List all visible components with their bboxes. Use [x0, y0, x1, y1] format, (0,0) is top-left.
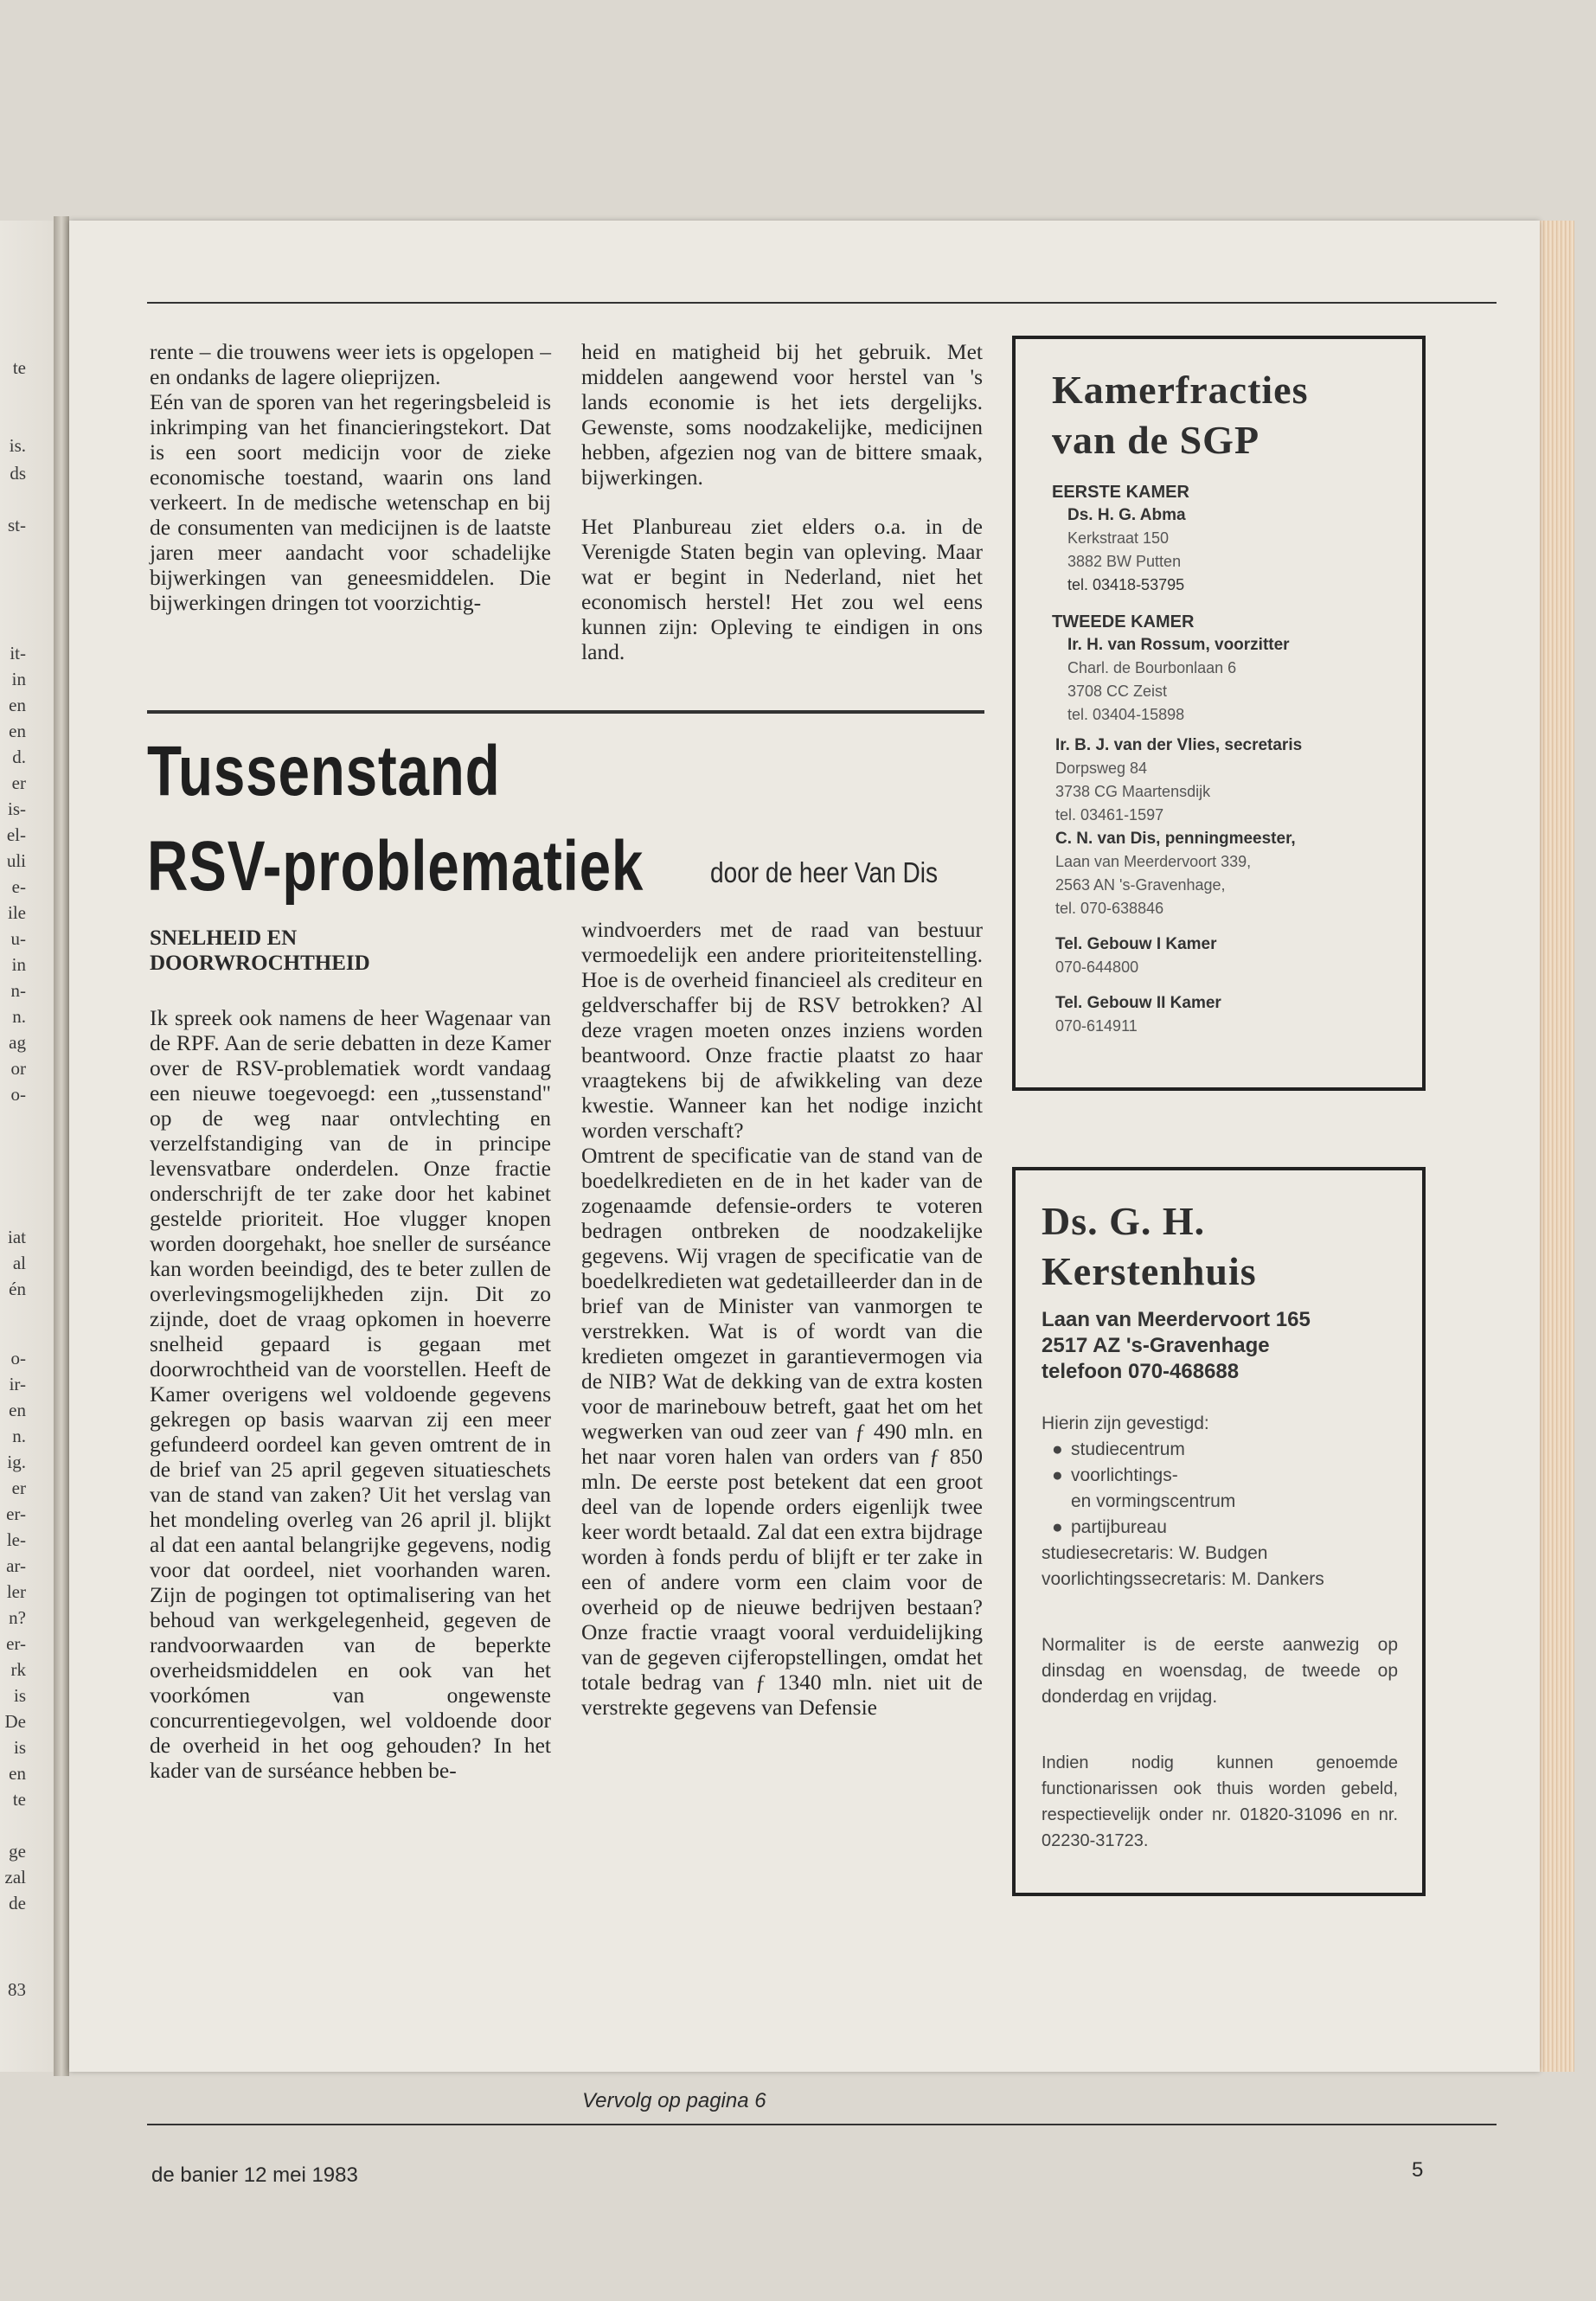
spine-text-fragment: n.: [12, 1426, 26, 1446]
building-phone: 070-614911: [1055, 1017, 1138, 1035]
spine-text-fragment: ar-: [6, 1555, 26, 1576]
subhead-line: SNELHEID EN: [150, 926, 298, 950]
spine-text-fragment: o-: [10, 1084, 26, 1105]
spine-text-fragment: rk: [10, 1659, 26, 1680]
spine-text-fragment: is: [13, 1685, 26, 1706]
list-item: [1042, 1437, 1398, 1463]
building-phone-label: Tel. Gebouw I Kamer: [1055, 935, 1217, 953]
spine-text-fragment: te: [12, 357, 26, 378]
home-phone-note: Indien nodig kunnen genoemde functionarissen ook thuis worden gebeld, respectievelijk onder nr. 01820-31096 en nr. 02230-31723.: [1042, 1753, 1398, 1850]
spine-text-fragment: in: [11, 954, 26, 975]
bullet-icon: ●: [1052, 1517, 1063, 1537]
list-item-label: partijbureau: [1071, 1517, 1167, 1537]
spine-text-fragment: uli: [6, 850, 26, 871]
magazine-page: [69, 221, 1540, 2187]
spine-text-fragment: is-: [8, 798, 26, 819]
article-paragraph: windvoerders met de raad van bestuur vermoedelijk een andere prioriteitenstelling. Hoe is de overheid financieel als crediteur en geldverschaffer bij de RSV betrokken? Al deze vragen moeten onzes inziens worden beantwoord. Onze fractie plaatst zo haar vraagtekens bij de afwikkeling van deze kwestie. Wanneer kan het nodige inzicht worden verschaft?: [581, 917, 983, 1143]
box-title-line: Ds. G. H.: [1042, 1199, 1206, 1243]
member-name: Ir. H. van Rossum, voorzitter: [1067, 636, 1290, 654]
box-title: [1052, 365, 1422, 465]
spine-text-fragment: e-: [11, 876, 26, 897]
box-title: [1042, 1196, 1398, 1297]
subhead-line: DOORWROCHTHEID: [150, 952, 370, 975]
member-address: 3708 CC Zeist: [1067, 683, 1168, 700]
spine-text-fragment: De: [4, 1711, 26, 1732]
member-address: Dorpsweg 84: [1055, 760, 1148, 777]
spine-text-fragment: zal: [4, 1867, 26, 1888]
list-item-label: en vormingscentrum: [1071, 1491, 1236, 1511]
member-phone: tel. 03418-53795: [1067, 576, 1185, 593]
spine-text-fragment: en: [9, 695, 26, 715]
intro-paragraph: rente – die trouwens weer iets is opgelopen – en ondanks de lagere olieprijzen.: [150, 339, 551, 389]
headline-line-2: RSV-problematiek: [147, 827, 644, 906]
headline-line-1: Tussenstand: [147, 732, 501, 811]
article-paragraph: Ik spreek ook namens de heer Wagenaar van de RPF. Aan de serie debatten in deze Kamer over de RSV-problematiek wordt vandaag een nieuwe toegevoegd: een „tussenstand" op de weg naar ontvlechting en verzelfstandiging van de in principe levensvatbare onderdelen. Onze fractie onderschrijft de ter zake door het kabinet gestelde prioriteit. Hoe vlugger knopen worden doorgehakt, hoe sneller de surséance kan worden beeindigd, des te beter zullen de overlevingsmogelijkheden zijn. Dit zo zijnde, doet de vraag opkomen in hoeverre snelheid gepaard is gegaan met doorwrochtheid van de voorstellen. Heeft de Kamer overigens wel voldoende gegevens gekregen op basis waarvan zij een meer gefundeerd oordeel kan geven omtrent de in de brief van 25 april gegeven situatieschets van de stand van zaken? Uit het verslag van het mondeling overleg van 26 april jl. blijkt al dat een aantal belangrijke gegevens, nodig voor dat oordeel, niet voorhanden waren. Zijn de pogingen tot optimalisering van het behoud van werkgelegenheid, gegeven de randvoorwaarden van de beperkte overheidsmiddelen en ook van het voorkómen van ongewenste concurrentiegevolgen, wel voldoende door de overheid in het oog gehouden? In het kader van de surséance hebben be-: [150, 1005, 551, 1783]
bullet-icon: ●: [1052, 1465, 1063, 1485]
article-paragraph: Omtrent de specificatie van de stand van de boedelkredieten en de in het kader van de zogenaamde defensie-orders te voteren bedragen ontbreken de noodzakelijke gegevens. Wij vragen de specificatie van de boedelkredieten wat gedetailleerder dan in de brief van de Minister van vanmorgen te verstrekken. Wat is of wordt van die kredieten omgezet in garantievermogen via de NIB? Wat de dekking van de extra kosten voor de marinebouw betreft, gaat het om het wegwerken van oud zeer van ƒ 490 mln. en het naar voren halen van orders van ƒ 850 mln. De eerste post betekent dat een groot deel van de lopende orders eigenlijk twee keer wordt betaald. Zal dat een extra bijdrage worden à fonds perdu of blijft er ter zake in een of andere vorm een claim voor de overheid op de nieuwe bedrijven bestaan? Onze fractie vraagt vooral verduidelijking van de gegeven cijferopstellingen, omdat het totale bedrag van ƒ 1340 mln. niet uit de verstrekte gegevens van Defensie: [581, 1143, 983, 1720]
top-rule: [147, 302, 1497, 304]
member-address: Laan van Meerdervoort 339,: [1055, 853, 1252, 870]
spine-text-fragment: n-: [10, 980, 26, 1001]
kerstenhuis-box: [1012, 1167, 1426, 1896]
member-address: Kerkstraat 150: [1067, 529, 1170, 547]
address-line: Laan van Meerdervoort 165: [1042, 1308, 1311, 1331]
intro-paragraph: Eén van de sporen van het regeringsbeleid is inkrimping van het financieringstekort. Dat is een soort medicijn voor de zieke economische toestand, waarin ons land verkeert. In de medische wetenschap en bij de consumenten van medicijnen is de laatste jaren meer aandacht voor schadelijke bijwerkingen van geneesmiddelen. Die bijwerkingen dringen tot voorzichtig-: [150, 389, 551, 615]
address-line: 2517 AZ 's-Gravenhage: [1042, 1334, 1270, 1357]
section-label: TWEEDE KAMER: [1052, 612, 1195, 631]
list-item: [1042, 1515, 1398, 1541]
spine-text-fragment: ig.: [7, 1452, 26, 1472]
spine-text-fragment: le-: [6, 1529, 26, 1550]
spine-text-fragment: er-: [6, 1633, 26, 1654]
footer-publication: de banier 12 mei 1983: [151, 2163, 358, 2187]
page-number: 5: [1412, 2158, 1424, 2182]
spine-text-fragment: el-: [6, 824, 26, 845]
member-address: Charl. de Bourbonlaan 6: [1067, 659, 1237, 676]
box-title-line: Kamerfracties: [1052, 368, 1309, 412]
list-item-continuation: [1042, 1489, 1398, 1515]
intro-column-2: [581, 339, 983, 664]
intro-column-1: [150, 339, 551, 615]
section-label: EERSTE KAMER: [1052, 483, 1189, 502]
member-phone: tel. 03461-1597: [1055, 806, 1164, 824]
member-phone: tel. 070-638846: [1055, 900, 1164, 917]
intro-line: Hierin zijn gevestigd:: [1042, 1413, 1209, 1433]
spine-text-fragment: én: [9, 1279, 26, 1299]
bottom-rule: [147, 2124, 1497, 2125]
spine-text-fragment: in: [11, 669, 26, 689]
office-hours-note: Normaliter is de eerste aanwezig op dinsdag en woensdag, de tweede op donderdag en vrijdag.: [1042, 1635, 1398, 1707]
article-column-1: [150, 926, 551, 1783]
spine-text-fragment: n?: [9, 1607, 26, 1628]
spine-text-fragment: de: [9, 1893, 26, 1913]
spine-text-fragment: o-: [10, 1348, 26, 1368]
spine-text-fragment: ge: [9, 1841, 26, 1862]
spine-text-fragment: ler: [6, 1581, 26, 1602]
secretary-line: studiesecretaris: W. Budgen: [1042, 1543, 1268, 1563]
spine-text-fragment: n.: [12, 1006, 26, 1027]
intro-paragraph: Het Planbureau ziet elders o.a. in de Verenigde Staten begin van opleving. Maar wat er begint in Nederland, niet het economisch herstel! Het zou wel eens kunnen zijn: Opleving te eindigen in ons land.: [581, 514, 983, 664]
spine-text-fragment: ile: [8, 902, 26, 923]
spine-text-fragment: er: [11, 1477, 26, 1498]
spine-text-fragment: en: [9, 1763, 26, 1784]
spine-text-fragment: iat: [8, 1227, 26, 1247]
secretary-line: voorlichtingssecretaris: M. Dankers: [1042, 1569, 1324, 1589]
spine-text-fragment: is.: [9, 435, 26, 456]
member-name: Ir. B. J. van der Vlies, secretaris: [1055, 736, 1303, 754]
spine-text-fragment: it-: [10, 643, 26, 663]
spine-text-fragment: d.: [12, 747, 26, 767]
list-item-label: studiecentrum: [1071, 1439, 1185, 1459]
phone-line: telefoon 070-468688: [1042, 1360, 1240, 1383]
spine-text-fragment: is: [13, 1737, 26, 1758]
article-column-2: [581, 917, 983, 1720]
box-title-line: van de SGP: [1052, 418, 1260, 462]
member-phone: tel. 03404-15898: [1067, 706, 1185, 723]
bullet-icon: ●: [1052, 1439, 1063, 1459]
kamerfracties-box: [1012, 336, 1426, 1091]
building-phone-label: Tel. Gebouw II Kamer: [1055, 994, 1221, 1012]
spine-text-fragment: er-: [6, 1503, 26, 1524]
headline-rule: [147, 710, 984, 714]
spine-text-fragment: en: [9, 1400, 26, 1420]
spine-text-fragment: er: [11, 772, 26, 793]
spine-text-fragment: en: [9, 721, 26, 741]
box-title-line: Kerstenhuis: [1042, 1249, 1257, 1293]
byline: door de heer Van Dis: [710, 856, 939, 888]
spine-text-fragment: ag: [9, 1032, 26, 1053]
list-item: [1042, 1463, 1398, 1489]
spine-text-fragment: te: [12, 1789, 26, 1810]
intro-paragraph: heid en matigheid bij het gebruik. Met middelen aangewend voor herstel van 's lands economie is het iets dergelijks. Gewenste, soms noodzakelijke, medicijnen hebben, afgezien nog van de bittere smaak, bijwerkingen.: [581, 339, 983, 490]
member-name: C. N. van Dis, penningmeester,: [1055, 830, 1296, 848]
member-address: 3738 CG Maartensdijk: [1055, 783, 1211, 800]
spine-text-fragment: u-: [10, 928, 26, 949]
spine-text-fragment: st-: [8, 515, 26, 535]
spine-text-fragment: 83: [8, 1979, 26, 2000]
building-phone: 070-644800: [1055, 958, 1139, 976]
member-name: Ds. H. G. Abma: [1067, 506, 1186, 524]
continued-note: Vervolg op pagina 6: [582, 2089, 766, 2112]
list-item-label: voorlichtings-: [1071, 1465, 1178, 1485]
binding-strip: [54, 216, 69, 2076]
member-address: 2563 AN 's-Gravenhage,: [1055, 876, 1226, 894]
spine-text-fragment: ds: [10, 463, 26, 484]
member-address: 3882 BW Putten: [1067, 553, 1182, 570]
subhead: [150, 926, 551, 976]
spine-text-fragment: ir-: [9, 1374, 26, 1394]
spine-text-fragment: al: [12, 1253, 26, 1273]
spine-text-fragment: or: [10, 1058, 26, 1079]
